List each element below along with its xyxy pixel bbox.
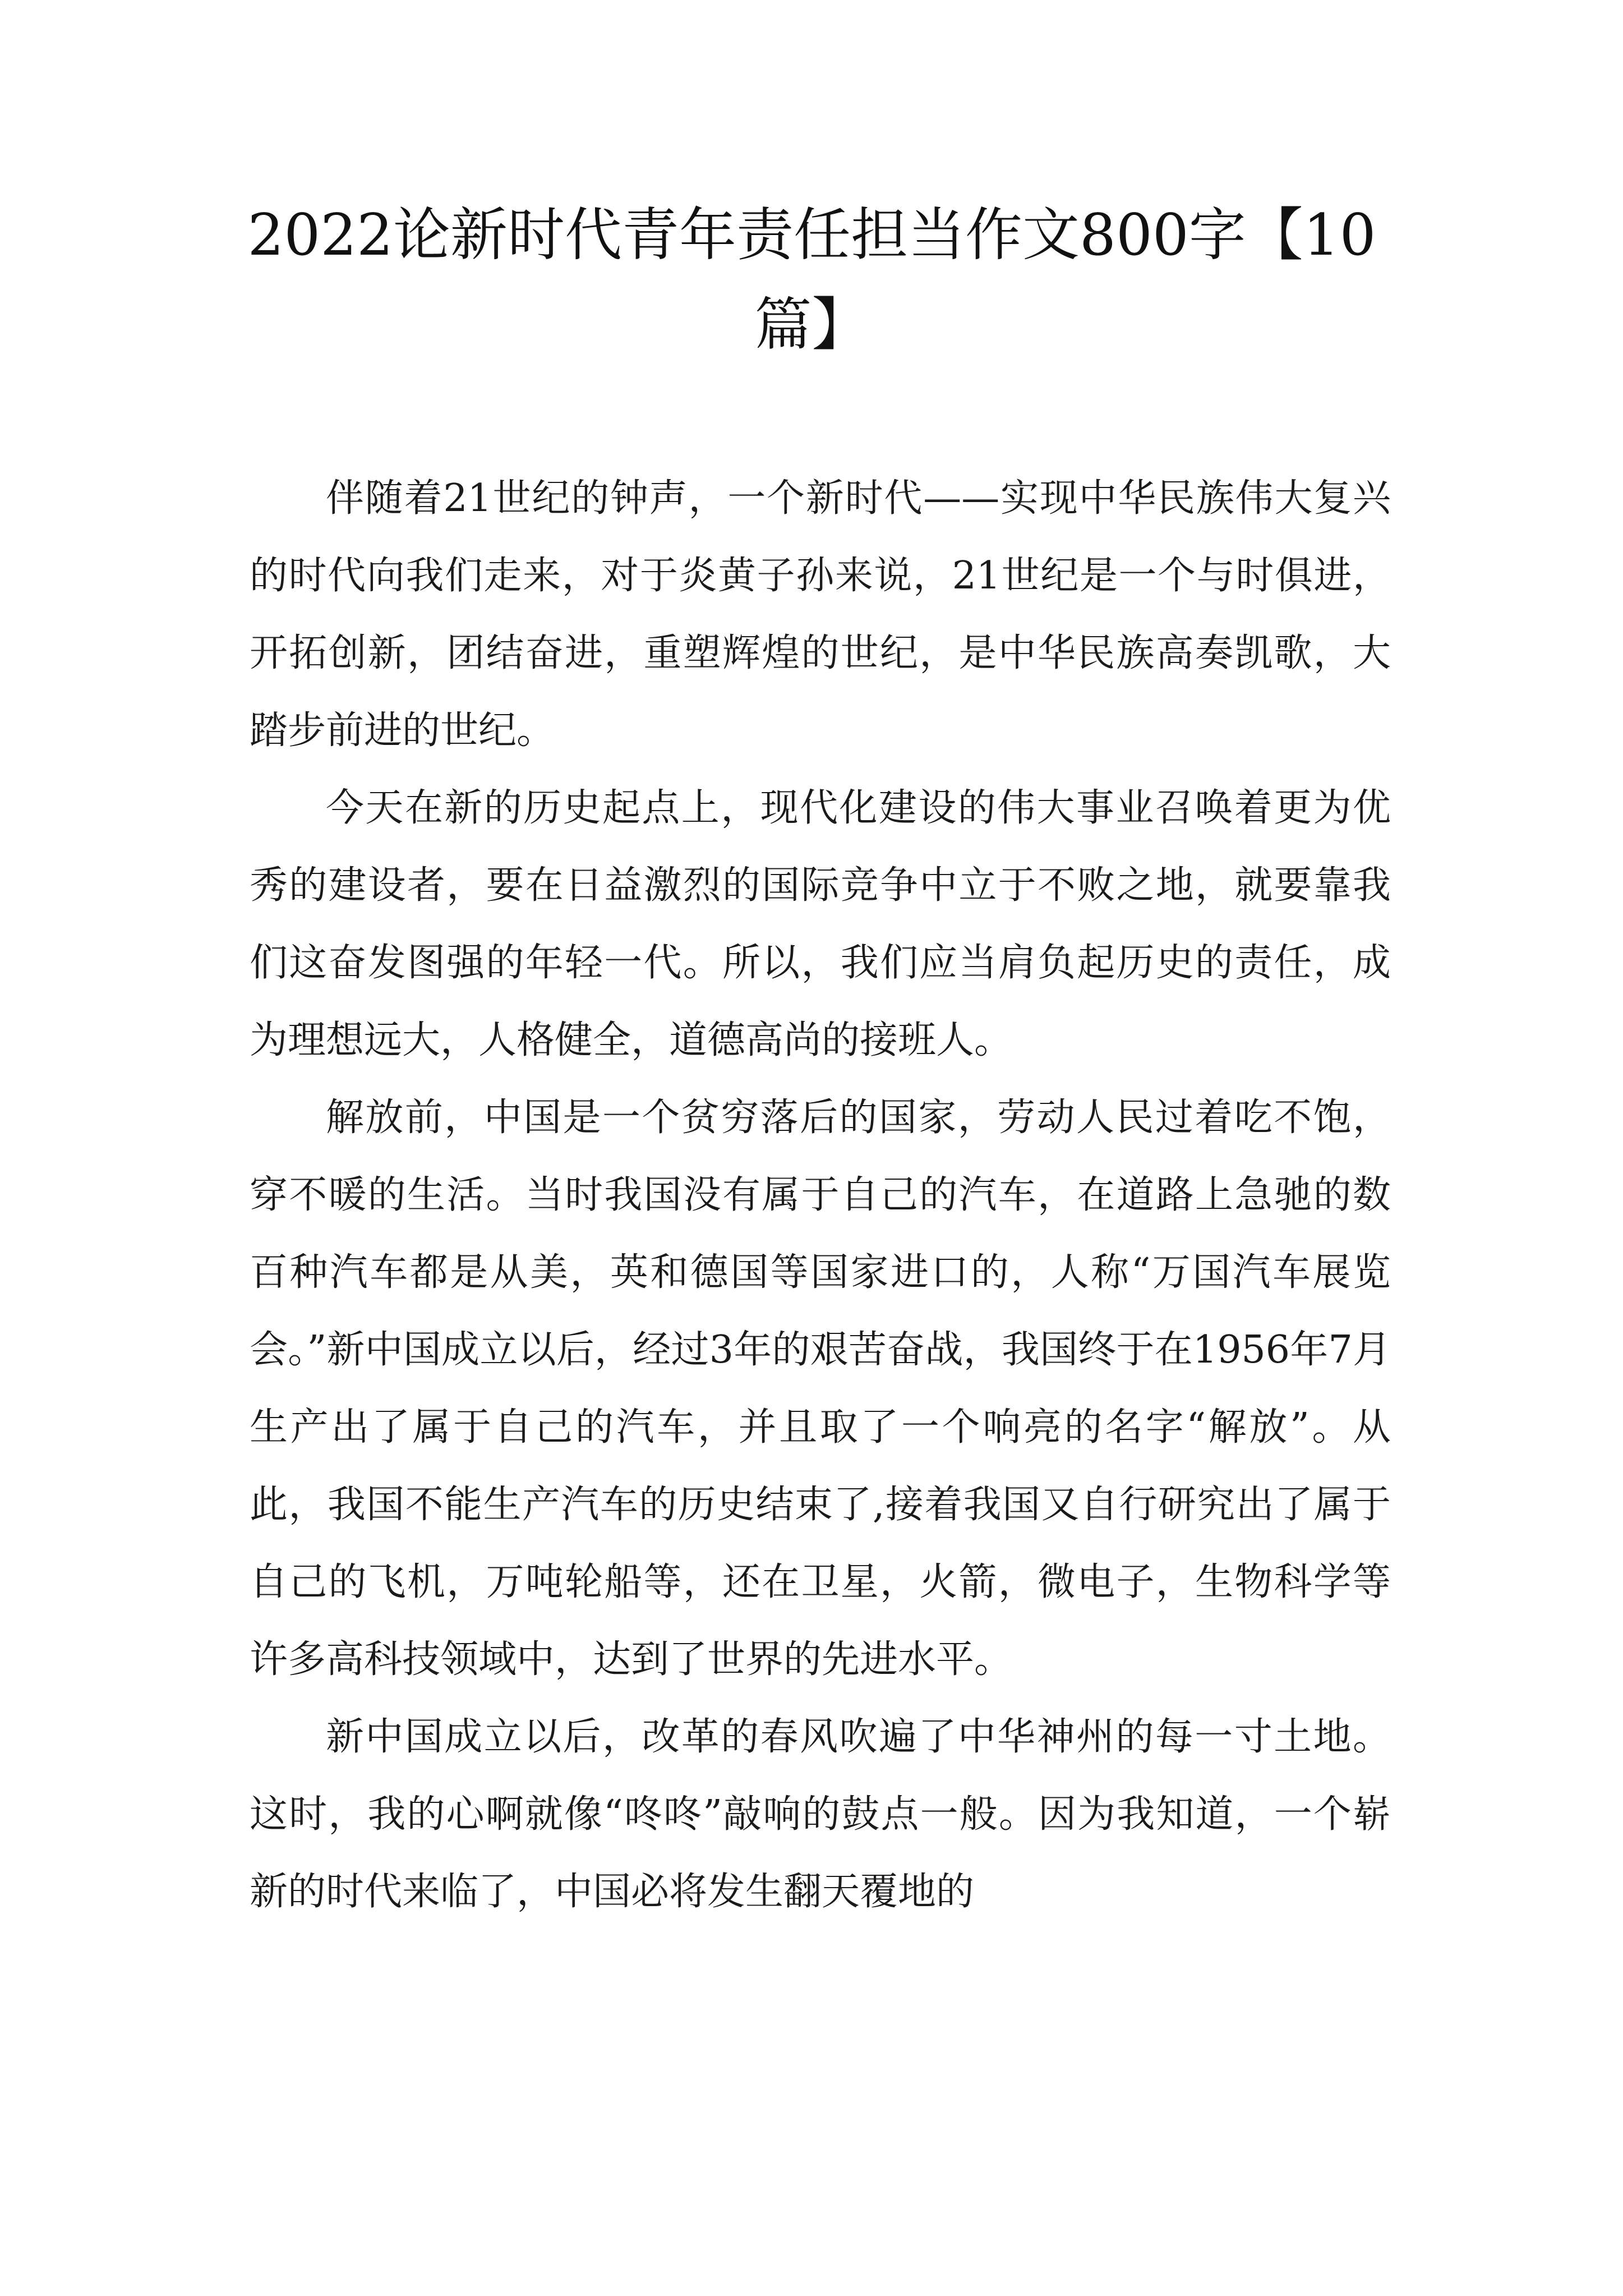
paragraph-3: 解放前，中国是一个贫穷落后的国家，劳动人民过着吃不饱，穿不暖的生活。当时我国没有属于自己的汽车，在道路上急驰的数百种汽车都是从美，英和德国等国家进口的，人称“万国汽车展览会。”新中国成立以后，经过3年的艰苦奋战，我国终于在1956年7月生产出了属于自己的汽车，并且取了一个响亮的名字“解放”。从此，我国不能生产汽车的历史结束了,接着我国又自行研究出了属于自己的飞机，万吨轮船等，还在卫星，火箭，微电子，生物科学等许多高科技领域中，达到了世界的先进水平。 (250, 1096, 1391, 1682)
paragraph-1: 伴随着21世纪的钟声，一个新时代——实现中华民族伟大复兴的时代向我们走来，对于炎黄子孙来说，21世纪是一个与时俱进，开拓创新，团结奋进，重塑辉煌的世纪，是中华民族高奏凯歌，大踏步前进的世纪。 (250, 476, 1391, 753)
paragraph-2: 今天在新的历史起点上，现代化建设的伟大事业召唤着更为优秀的建设者，要在日益激烈的国际竞争中立于不败之地，就要靠我们这奋发图强的年轻一代。所以，我们应当肩负起历史的责任，成为理想远大，人格健全，道德高尚的接班人。 (250, 786, 1391, 1062)
document-title: 2022论新时代青年责任担当作文800字【10篇】 (247, 202, 1376, 358)
document-body (250, 460, 1391, 1931)
paragraph-4: 新中国成立以后，改革的春风吹遍了中华神州的每一寸土地。这时，我的心啊就像“咚咚”敲响的鼓点一般。因为我知道，一个崭新的时代来临了，中国必将发生翻天覆地的 (250, 1715, 1391, 1914)
